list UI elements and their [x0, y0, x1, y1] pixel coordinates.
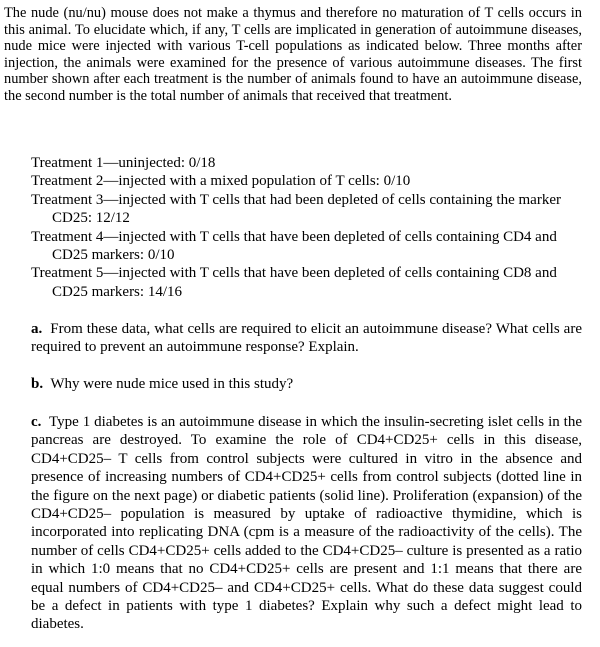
intro-paragraph: The nude (nu/nu) mouse does not make a thymus and therefore no maturation of T cells occurs in this animal. To elucidate which, if any, T cells are implicated in generation of autoimmune diseases, nude mice were injected with various T-cell populations as indicated below. Three months after injection, the animals were examined for the presence of various autoimmune diseases. The first number shown after each treatment is the number of animals found to have an autoimmune disease, the second number is the total number of animals that received that treatment. [4, 5, 582, 104]
treatment-item: Treatment 4—injected with T cells that have been depleted of cells containing CD4 and CD25 markers: 0/10 [31, 228, 557, 264]
question-b [31, 375, 582, 393]
question-c [31, 413, 582, 634]
treatment-item: Treatment 1—uninjected: 0/18 [31, 155, 216, 171]
question-a [31, 320, 582, 357]
question-text: Type 1 diabetes is an autoimmune disease in which the insulin-secreting islet cells in the pancreas are destroyed. To examine the role of CD4+CD25+ cells in this disease, CD4+CD25– T cells from control subjects were cultured in vitro in the absence and presence of increasing numbers of CD4+CD25+ cells from control subjects (dotted line in the figure on the next page) or diabetic patients (solid line). Proliferation (expansion) of the CD4+CD25– population is measured by uptake of radioactive thymidine, which is incorporated into replicating DNA (cpm is a measure of the radioactivity of the cells). The number of cells CD4+CD25+ cells added to the CD4+CD25– culture is presented as a ratio in which 1:0 means that no CD4+CD25+ cells are present and 1:1 means that there are equal numbers of CD4+CD25– and CD4+CD25+ cells. What do these data suggest could be a defect in patients with type 1 diabetes? Explain why such a defect might lead to diabetes. [31, 414, 582, 633]
question-letter: c. [31, 414, 42, 430]
question-text: Why were nude mice used in this study? [50, 376, 294, 392]
question-letter: b. [31, 376, 44, 392]
treatment-item: Treatment 3—injected with T cells that had been depleted of cells containing the marker CD25: 12/12 [31, 191, 561, 227]
question-letter: a. [31, 321, 43, 337]
treatment-item: Treatment 5—injected with T cells that have been depleted of cells containing CD8 and CD25 markers: 14/16 [31, 265, 557, 300]
question-text: From these data, what cells are required to elicit an autoimmune disease? What cells are required to prevent an autoimmune response? Explain. [31, 321, 582, 356]
treatment-item: Treatment 2—injected with a mixed population of T cells: 0/10 [31, 173, 411, 190]
treatment-list [31, 154, 571, 301]
